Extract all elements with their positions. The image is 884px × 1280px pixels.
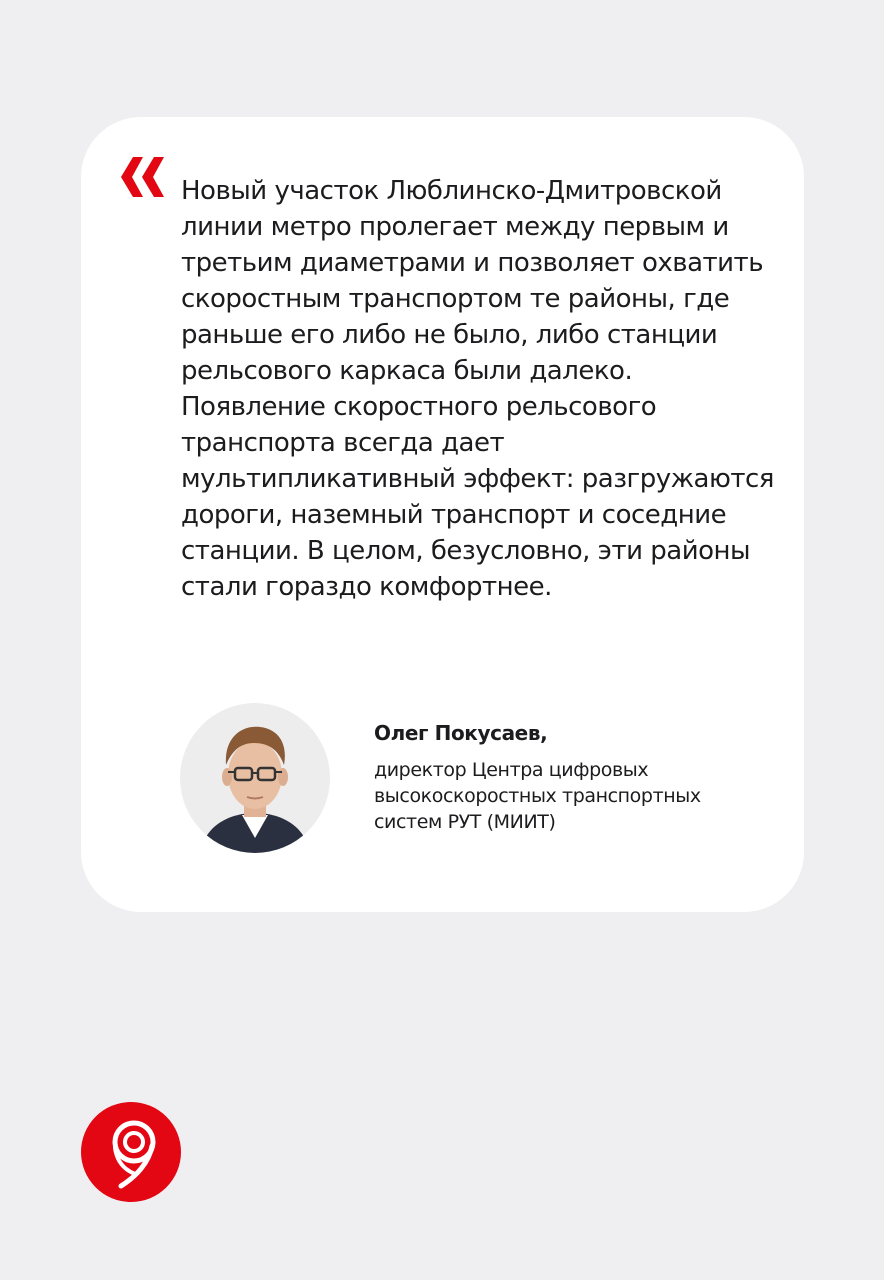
moscow-logo-icon xyxy=(81,1102,181,1202)
author-role: директор Центра цифровых высокоскоростных транспортных систем РУТ (МИИТ) xyxy=(374,759,701,833)
author-photo-icon xyxy=(180,703,330,853)
quote-card xyxy=(81,117,804,912)
author-avatar xyxy=(180,703,330,853)
author-name: Олег Покусаев, xyxy=(374,721,548,745)
quote-mark-icon xyxy=(121,155,165,199)
quote-text: Новый участок Люблинско-Дмитровской линии метро пролегает между первым и третьим диаметрами и позволяет охватить скоростным транспортом те районы, где раньше его либо не было, либо станции рельсового каркаса были далеко. Появление скоростного рельсового транспорта всегда дает мультипликативный эффект: разгружаются дороги, наземный транспорт и соседние станции. В целом, безусловно, эти районы стали гораздо комфортнее. xyxy=(181,176,774,602)
